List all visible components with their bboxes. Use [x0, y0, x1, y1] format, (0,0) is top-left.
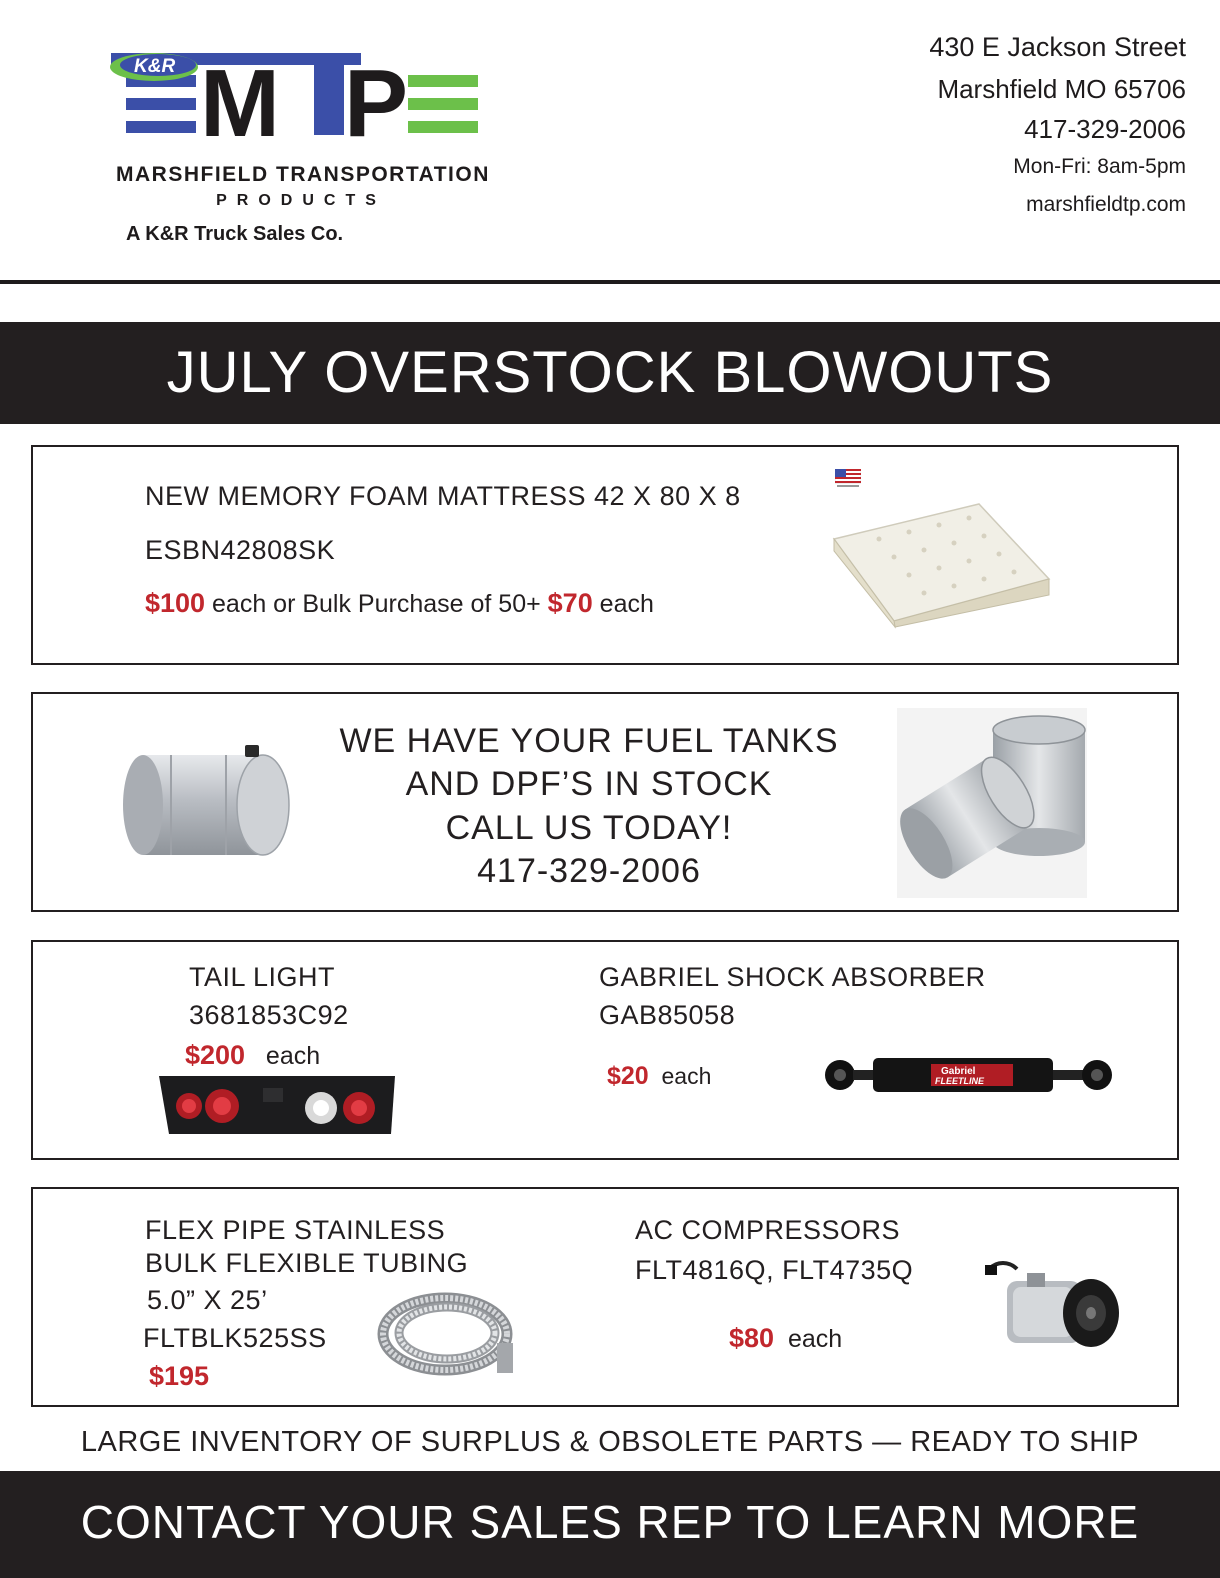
shock-unit: each: [661, 1063, 712, 1089]
mattress-part-number: ESBN42808SK: [145, 535, 336, 565]
flex-pipe-ac-offer: [31, 1187, 1179, 1407]
ac-price-line: [729, 1323, 842, 1354]
company-subname: PRODUCTS: [216, 192, 386, 209]
ac-compressor-image: [983, 1251, 1123, 1363]
contact-street: 430 E Jackson Street: [929, 32, 1186, 62]
mattress-image: [829, 499, 1054, 629]
flex-pipe-part-number: FLTBLK525SS: [143, 1323, 327, 1353]
page-title: JULY OVERSTOCK BLOWOUTS: [0, 322, 1220, 424]
tail-light-unit: each: [265, 1042, 321, 1070]
shock-part-number: GAB85058: [599, 1000, 736, 1030]
ac-name: AC COMPRESSORS: [635, 1215, 901, 1245]
tail-light-price-line: [185, 1040, 320, 1071]
company-logo: [108, 50, 498, 255]
tail-light-part-number: 3681853C92: [189, 1000, 349, 1030]
shock-price-line: [607, 1062, 711, 1091]
mattress-price: $100: [145, 588, 206, 618]
flex-pipe-line-2: BULK FLEXIBLE TUBING: [145, 1248, 469, 1278]
shock-label-brand: Gabriel: [941, 1066, 976, 1077]
mattress-price-text: each or Bulk Purchase of 50+: [205, 590, 548, 618]
parent-company-line: A K&R Truck Sales Co.: [126, 223, 344, 245]
flex-pipe-image: [375, 1287, 521, 1381]
ac-price: $80: [729, 1323, 775, 1353]
svg-text:M: M: [200, 50, 280, 157]
flex-pipe-line-1: FLEX PIPE STAINLESS: [145, 1215, 446, 1245]
fuel-phone[interactable]: 417-329-2006: [477, 852, 701, 890]
mattress-name: NEW MEMORY FOAM MATTRESS 42 X 80 X 8: [145, 481, 741, 511]
header-divider: [0, 280, 1220, 284]
mattress-price-text-end: each: [592, 590, 654, 618]
usa-flag-icon: [835, 469, 861, 489]
footer-cta: CONTACT YOUR SALES REP TO LEARN MORE: [0, 1471, 1220, 1578]
fuel-line-2: AND DPF’S IN STOCK: [405, 765, 773, 803]
ac-part-numbers: FLT4816Q, FLT4735Q: [635, 1255, 914, 1285]
dpf-image: [897, 708, 1087, 898]
kr-badge-logo: [108, 50, 200, 84]
shock-absorber-image: [823, 1052, 1115, 1098]
fuel-line-3: CALL US TODAY!: [445, 809, 733, 847]
flex-pipe-size: 5.0” X 25’: [147, 1285, 268, 1315]
contact-website[interactable]: marshfieldtp.com: [1026, 193, 1186, 216]
fuel-line-1: WE HAVE YOUR FUEL TANKS: [339, 722, 839, 760]
ac-unit: each: [787, 1325, 843, 1353]
mattress-offer: [31, 445, 1179, 665]
tail-light-shock-offer: [31, 940, 1179, 1160]
flex-pipe-price: $195: [149, 1361, 210, 1391]
mattress-price-line: [145, 588, 654, 619]
contact-phone[interactable]: 417-329-2006: [1024, 114, 1186, 144]
tail-light-price: $200: [185, 1040, 246, 1070]
shock-label-line: FLEETLINE: [935, 1076, 984, 1086]
contact-city: Marshfield MO 65706: [937, 74, 1186, 104]
fuel-tank-image: [121, 740, 293, 870]
svg-text:P: P: [344, 50, 409, 157]
tail-light-image: [159, 1074, 399, 1136]
shock-price: $20: [607, 1062, 649, 1090]
svg-text:K&R: K&R: [134, 56, 176, 77]
tail-light-name: TAIL LIGHT: [189, 962, 336, 992]
mattress-bulk-price: $70: [547, 588, 593, 618]
inventory-tagline: LARGE INVENTORY OF SURPLUS & OBSOLETE PARTS — READY TO SHIP: [80, 1426, 1140, 1458]
contact-hours: Mon-Fri: 8am-5pm: [1013, 155, 1186, 178]
shock-name: GABRIEL SHOCK ABSORBER: [599, 962, 986, 992]
fuel-tank-offer: [31, 692, 1179, 912]
contact-block: [929, 30, 1186, 220]
company-name: MARSHFIELD TRANSPORTATION: [116, 163, 490, 186]
